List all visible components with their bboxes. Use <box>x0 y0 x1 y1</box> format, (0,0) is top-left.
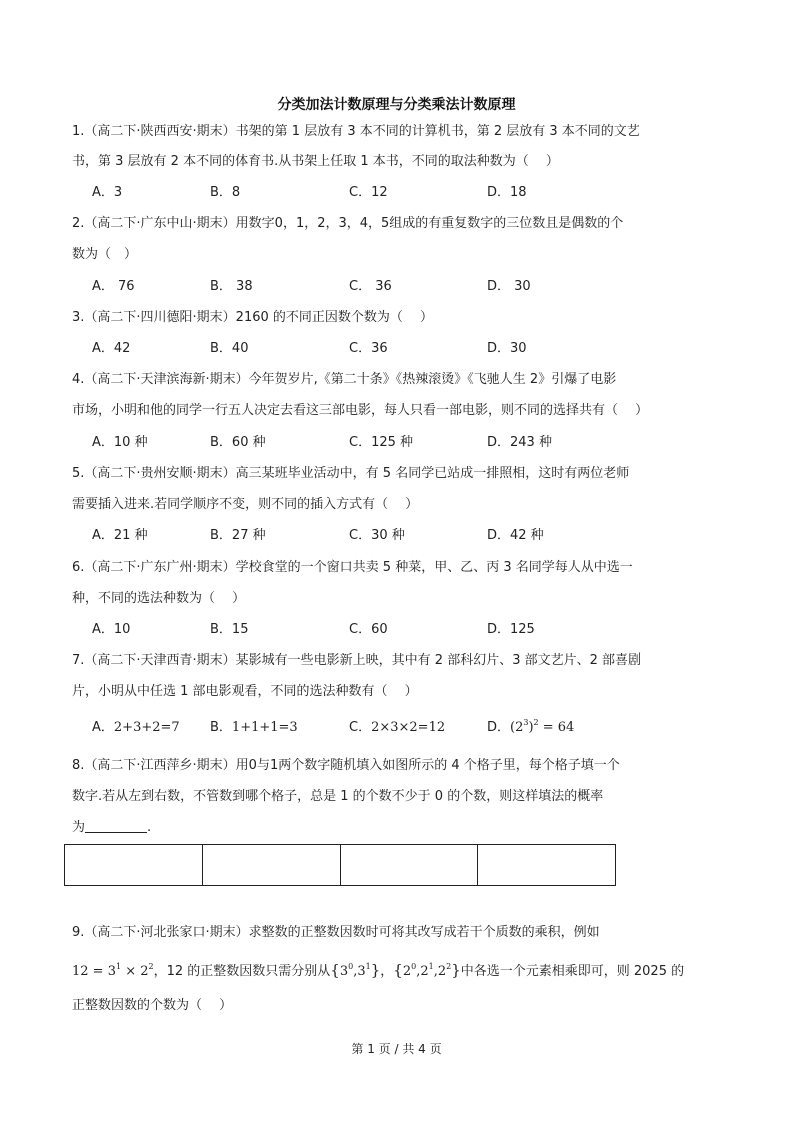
question-text-line <box>72 960 685 982</box>
option-letter: A． <box>92 720 114 735</box>
grid-cell <box>478 845 615 885</box>
option-d: D． 30 <box>487 279 531 294</box>
option-b: B．40 <box>210 341 249 356</box>
question-text-line: 2.（高二下·广东中山·期末）用数字0，1，2，3，4，5组成的有重复数字的三位数且是偶数的个 <box>72 216 624 231</box>
option-b: B．27 种 <box>210 528 266 543</box>
option-c: C．125 种 <box>349 435 414 450</box>
math-exponent: 0 <box>411 962 417 971</box>
option-letter: D． <box>487 720 511 735</box>
option-a: A．10 种 <box>92 435 148 450</box>
option-a: A．42 <box>92 341 131 356</box>
question-text-line: 1.（高二下·陕西西安·期末）书架的第 1 层放有 3 本不同的计算机书，第 2 层放有 3 本不同的文艺 <box>72 124 640 139</box>
math-part: 12 = 3 <box>72 964 116 979</box>
math-part: ,2 <box>416 964 429 979</box>
question-text-line <box>72 818 682 838</box>
math-exponent: 2 <box>446 962 452 971</box>
option-b: B．60 种 <box>210 435 266 450</box>
question-text: ，12 的正整数因数只需分别从 <box>153 964 331 979</box>
option-math: 1+1+1=3 <box>231 720 298 735</box>
grid-cell <box>341 845 479 885</box>
answer-grid <box>64 844 616 886</box>
option-c: C．60 <box>349 622 388 637</box>
question-text: ， <box>380 964 394 979</box>
grid-cell <box>65 845 203 885</box>
question-text-line: 7.（高二下·天津西青·期末）某影城有一些电影新上映，其中有 2 部科幻片、3 部文艺片、2 部喜剧 <box>72 653 642 668</box>
option-d: D．30 <box>487 341 527 356</box>
math-set: $\{3^0,3^1\}$ <box>330 961 381 979</box>
option-c: C．36 <box>349 341 388 356</box>
option-d: D．125 <box>487 622 535 637</box>
question-text-line: 市场，小明和他的同学一行五人决定去看这三部电影，每人只看一部电影，则不同的选择共有（ ） <box>72 403 649 418</box>
question-text-line: 书，第 3 层放有 2 本不同的体育书.从书架上任取 1 本书，不同的取法种数为（ ） <box>72 154 559 169</box>
math-part: ,3 <box>353 964 366 979</box>
option-c: C．12 <box>349 185 388 200</box>
option-letter: B． <box>210 720 232 735</box>
option-letter: C． <box>349 720 372 735</box>
question-text-line: 正整数因数的个数为（ ） <box>72 998 233 1013</box>
option-math: 2×3×2=12 <box>371 720 446 735</box>
option-d: D．18 <box>487 185 527 200</box>
question-text-line: 数字.若从左到右数，不管数到哪个格子，总是 1 的个数不少于 0 的个数，则这样填法的概率 <box>72 789 604 804</box>
option-d: D．42 种 <box>487 528 544 543</box>
option-b: B．8 <box>210 185 241 200</box>
question-text-line: 需要插入进来.若同学顺序不变，则不同的插入方式有（ ） <box>72 497 419 512</box>
answer-blank[interactable] <box>85 819 147 833</box>
math-part: ) <box>528 720 534 735</box>
math-exponent: 2 <box>148 962 154 971</box>
math-exponent: 1 <box>428 962 434 971</box>
page-footer: 第 1 页 / 共 4 页 <box>351 1042 442 1056</box>
math-exponent: 1 <box>115 962 122 971</box>
math-exponent: 2 <box>533 718 539 727</box>
question-text-line: 种，不同的选法种数为（ ） <box>72 591 246 606</box>
option-math: 2+3+2=7 <box>113 720 180 735</box>
option-a <box>92 718 180 738</box>
option-b: B．15 <box>210 622 249 637</box>
page-title: 分类加法计数原理与分类乘法计数原理 <box>277 97 516 113</box>
grid-cell <box>203 845 341 885</box>
option-d <box>487 718 574 738</box>
question-text-line: 9.（高二下·河北张家口·期末）求整数的正整数因数时可将其改写成若干个质数的乘积，例如 <box>72 925 600 940</box>
option-b: B． 38 <box>210 279 253 294</box>
option-b <box>210 718 298 738</box>
question-text-line: 6.（高二下·广东广州·期末）学校食堂的一个窗口共卖 5 种菜，甲、乙、丙 3 名同学每人从中选一 <box>72 560 633 575</box>
option-a: A．21 种 <box>92 528 148 543</box>
math-part: × 2 <box>121 964 149 979</box>
math-part: = 64 <box>538 720 575 735</box>
question-text-line: 3.（高二下·四川德阳·期末）2160 的不同正因数个数为（ ） <box>72 310 434 325</box>
option-c: C．30 种 <box>349 528 405 543</box>
option-math <box>510 720 574 735</box>
option-a: A．3 <box>92 185 123 200</box>
math-exponent: 3 <box>523 718 529 727</box>
math-set: $\{2^0,2^1,2^2\}$ <box>393 961 461 979</box>
option-a: A． 76 <box>92 279 135 294</box>
math-equation <box>72 964 154 979</box>
question-text-line: 8.（高二下·江西萍乡·期末）用0与1两个数字随机填入如图所示的 4 个格子里，每个格子填一个 <box>72 758 620 773</box>
math-exponent: 1 <box>365 962 371 971</box>
math-part: (2 <box>510 720 524 735</box>
question-text-line: 数为（ ） <box>72 247 138 262</box>
question-text: . <box>147 820 152 835</box>
math-exponent: 0 <box>348 962 354 971</box>
question-text: 为 <box>72 820 86 835</box>
question-text-line: 4.（高二下·天津滨海新·期末）今年贺岁片,《第二十条》《热辣滚烫》《飞驰人生 2》引爆了电影 <box>72 372 617 387</box>
math-part: ,2 <box>433 964 447 979</box>
question-text-line: 片，小明从中任选 1 部电影观看，不同的选法种数有（ ） <box>72 684 418 699</box>
option-d: D．243 种 <box>487 435 552 450</box>
option-a: A．10 <box>92 622 131 637</box>
math-part: 2 <box>402 964 412 979</box>
math-part: 3 <box>339 964 349 979</box>
option-c: C． 36 <box>349 279 392 294</box>
option-c <box>349 718 445 738</box>
question-text-line: 5.（高二下·贵州安顺·期末）高三某班毕业活动中，有 5 名同学已站成一排照相，这时有两位老师 <box>72 466 630 481</box>
question-text: 中各选一个元素相乘即可，则 2025 的 <box>460 964 685 979</box>
